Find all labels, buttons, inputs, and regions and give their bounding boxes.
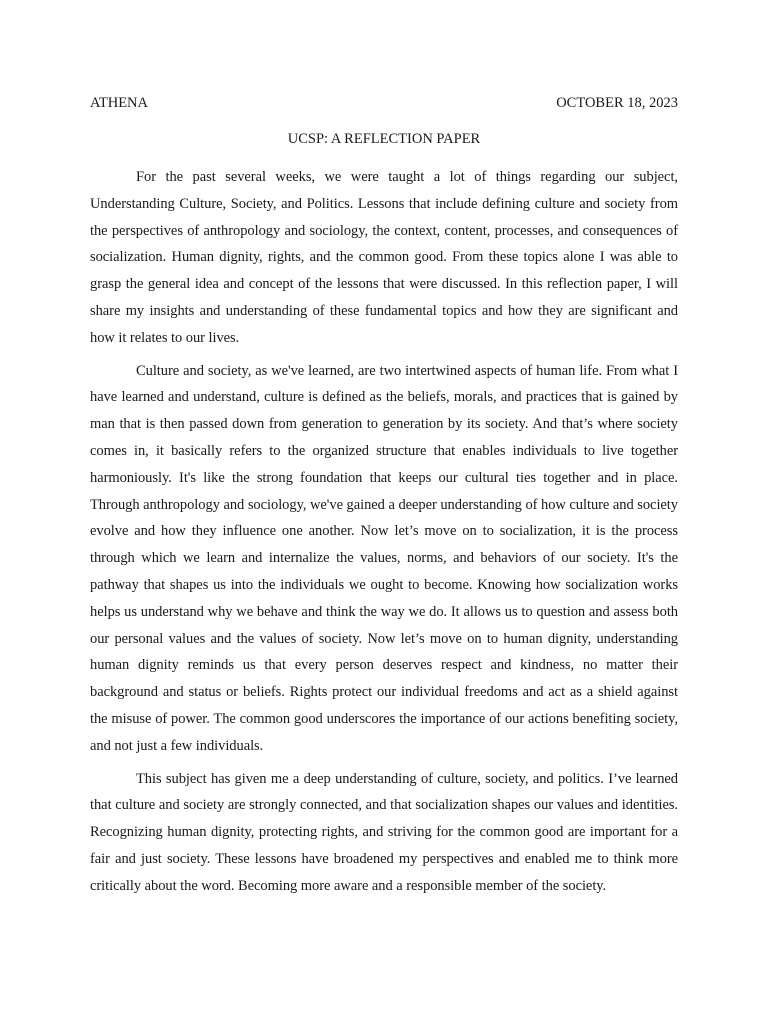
author-name: ATHENA bbox=[90, 95, 148, 111]
document-page bbox=[90, 0, 678, 1024]
document-date: OCTOBER 18, 2023 bbox=[556, 95, 678, 111]
paragraph-1: For the past several weeks, we were taught a lot of things regarding our subject, Understanding Culture, Society, and Politics. Lessons that include defining culture and society from the perspectives of anthropology and sociology, the context, content, processes, and consequences of socialization. Human dignity, rights, and the common good. From these topics alone I was able to grasp the general idea and concept of the lessons that were discussed. In this reflection paper, I will share my insights and understanding of these fundamental topics and how they are significant and how it relates to our lives. bbox=[90, 169, 678, 346]
document-header bbox=[90, 93, 678, 113]
paragraph-3: This subject has given me a deep understanding of culture, society, and politics. I’ve learned that culture and society are strongly connected, and that socialization shapes our values and identities. Recognizing human dignity, protecting rights, and striving for the common good are important for a fair and just society. These lessons have broadened my perspectives and enabled me to think more critically about the word. Becoming more aware and a responsible member of the society. bbox=[90, 770, 678, 894]
document-body bbox=[90, 164, 678, 906]
document-title: UCSP: A REFLECTION PAPER bbox=[287, 131, 481, 147]
paragraph-2: Culture and society, as we've learned, are two intertwined aspects of human life. From what I have learned and understand, culture is defined as the beliefs, morals, and practices that is gained by man that is then passed down from generation to generation by its society. And that’s where society comes in, it basically refers to the organized structure that enables individuals to live together harmoniously. It's like the strong foundation that keeps our cultural ties together and in place. Through anthropology and sociology, we've gained a deeper understanding of how culture and society evolve and how they influence one another. Now let’s move on to socialization, it is the process through which we learn and internalize the values, norms, and behaviors of our society. It's the pathway that shapes us into the individuals we ought to become. Knowing how socialization works helps us understand why we behave and think the way we do. It allows us to question and assess both our personal values and the values of society. Now let’s move on to human dignity, understanding human dignity reminds us that every person deserves respect and kindness, no matter their background and status or beliefs. Rights protect our individual freedoms and act as a shield against the misuse of power. The common good underscores the importance of our actions benefiting society, and not just a few individuals. bbox=[90, 362, 678, 754]
